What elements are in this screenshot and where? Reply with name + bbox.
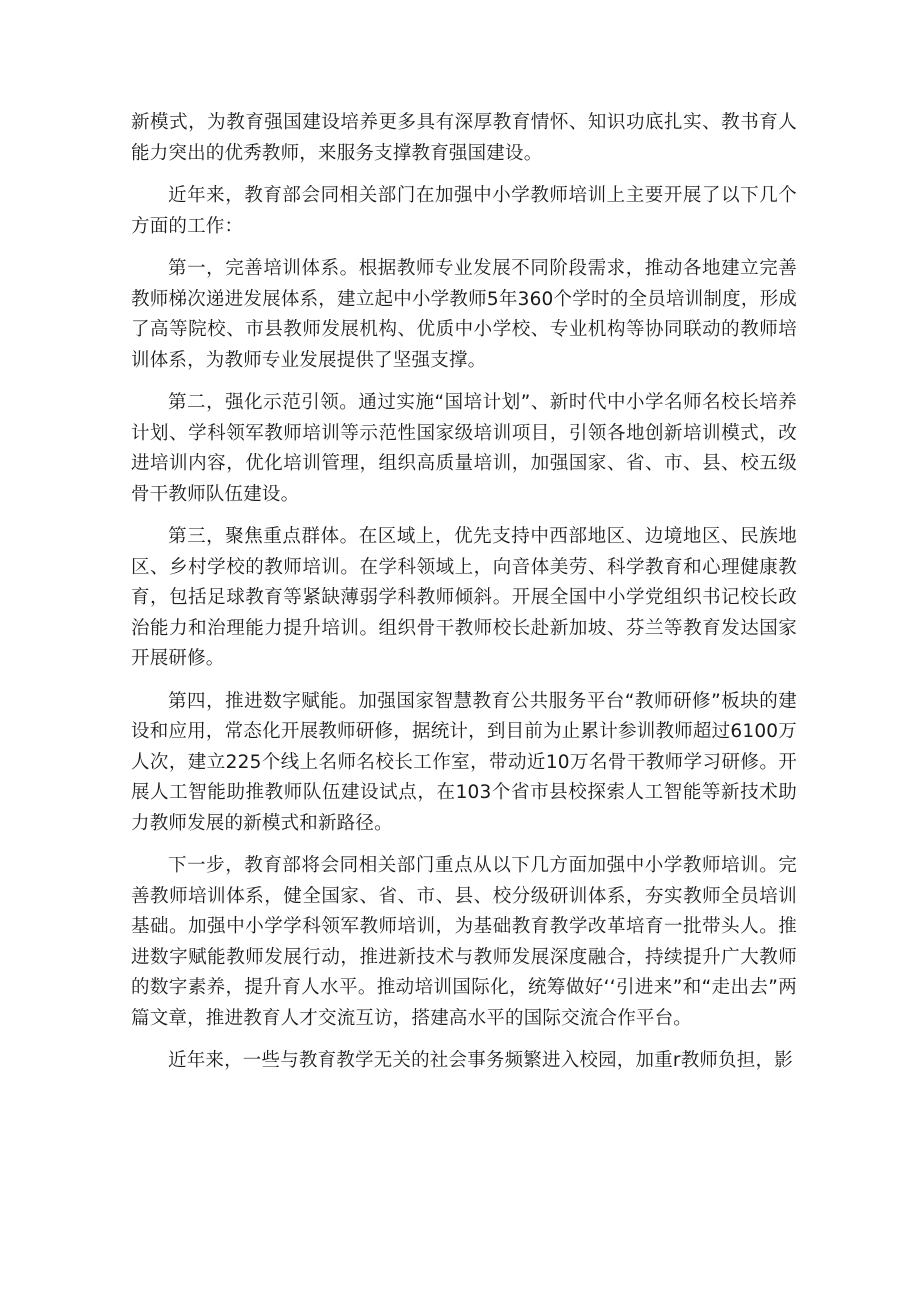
paragraph-trailing: 近年来，一些与教育教学无关的社会事务频繁进入校园，加重r教师负担，影 [168, 1050, 793, 1071]
document-body [131, 108, 797, 1089]
paragraph-intro: 近年来，教育部会同相关部门在加强中小学教师培训上主要开展了以下几个方面的工作： [131, 185, 797, 237]
paragraph-third-point: 第三，聚焦重点群体。在区域上，优先支持中西部地区、边境地区、民族地区、乡村学校的教师培训。在学科领域上，向音体美劳、科学教育和心理健康教育，包括足球教育等紧缺薄弱学科教师倾斜。开展全国中小学党组织书记校长政治能力和治理能力提升培训。组织骨干教师校长赴新加坡、芬兰等教育发达国家开展研修。 [131, 526, 797, 669]
paragraph-next-steps: 下一步，教育部将会同相关部门重点从以下几方面加强中小学教师培训。完善教师培训体系，健全国家、省、市、县、校分级研训体系，夯实教师全员培训基础。加强中小学学科领军教师培训，为基础教育教学改革培育一批带头人。推进数字赋能教师发展行动，推进新技术与教师发展深度融合，持续提升广大教师的数字素养，提升育人水平。推动培训国际化，统筹做好‘‘引进来”和“走出去”两篇文章，推进教育人才交流互访，搭建高水平的国际交流合作平台。 [131, 855, 797, 1029]
paragraph-fourth-point: 第四，推进数字赋能。加强国家智慧教育公共服务平台“教师研修”板块的建设和应用，常态化开展教师研修，据统计，到目前为止累计参训教师超过6100万人次，建立225个线上名师名校长工作室，带动近10万名骨干教师学习研修。开展人工智能助推教师队伍建设试点，在103个省市县校探索人工智能等新技术助力教师发展的新模式和新路径。 [131, 690, 797, 834]
paragraph-first-point: 第一，完善培训体系。根据教师专业发展不同阶段需求，推动各地建立完善教师梯次递进发展体系，建立起中小学教师5年360个学时的全员培训制度，形成了高等院校、市县教师发展机构、优质中小学校、专业机构等协同联动的教师培训体系，为教师专业发展提供了坚强支撑。 [131, 258, 797, 371]
paragraph-second-point: 第二，强化示范引领。通过实施“国培计划”、新时代中小学名师名校长培养计划、学科领军教师培训等示范性国家级培训项目，引领各地创新培训模式，改进培训内容，优化培训管理，组织高质量培训，加强国家、省、市、县、校五级骨干教师队伍建设。 [131, 392, 797, 505]
paragraph-continuation: 新模式，为教育强国建设培养更多具有深厚教育情怀、知识功底扎实、教书育人能力突出的优秀教师，来服务支撑教育强国建设。 [131, 112, 797, 164]
